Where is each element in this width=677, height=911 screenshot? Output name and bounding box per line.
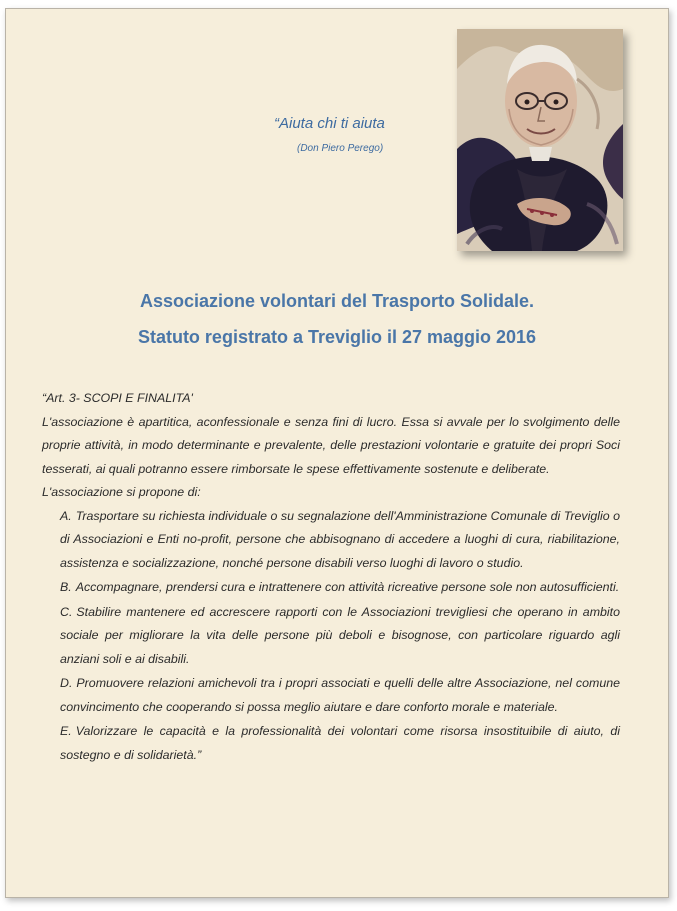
item-letter: C. (60, 604, 73, 619)
list-item (60, 672, 620, 719)
article-items-list (42, 505, 620, 768)
item-text: Promuovere relazioni amichevoli tra i propri associati e quelli delle altre Associazione, nel comune convincimento che cooperando si possa meglio aiutare e dare conforto morale e materiale. (60, 676, 620, 714)
heading-statute: Statuto registrato a Treviglio il 27 maggio 2016 (137, 327, 537, 347)
article-lead: L'associazione si propone di: (42, 485, 201, 499)
item-text: Accompagnare, prendersi cura e intrattenere con attività ricreative persone sole non autosufficienti. (75, 580, 620, 594)
portrait-image (457, 29, 623, 251)
item-text: Valorizzare le capacità e la professionalità dei volontari come risorsa insostituibile di aiuto, di sostegno e di solidarietà.” (60, 724, 620, 762)
portrait-painting-icon (457, 29, 623, 251)
item-text: Stabilire mantenere ed accrescere rapporti con le Associazioni trevigliesi che operano in ambito sociale per migliorare la vita delle persone più deboli e bisognose, con particolare riguardo agli anziani soli e ai disabili. (60, 604, 620, 666)
list-item (60, 505, 620, 576)
item-letter: B. (60, 580, 72, 594)
article-body (42, 387, 620, 768)
motto-author: (Don Piero Perego) (297, 143, 384, 154)
item-letter: D. (60, 676, 73, 690)
document-page (5, 8, 669, 898)
article-title: “Art. 3- SCOPI E FINALITA' (42, 391, 193, 405)
item-text: Trasportare su richiesta individuale o su segnalazione dell'Amministrazione Comunale di Treviglio o di Associazioni e Enti no-profit, persone che abbisognano di accedere a luoghi di cura, riabilitazione, assistenza e socializzazione, nonché persone disabili verso luoghi di lavoro o studio. (60, 508, 620, 570)
article-intro: L'associazione è apartitica, aconfessionale e senza fini di lucro. Essa si avvale per lo svolgimento delle proprie attività, in modo determinante e prevalente, delle prestazioni volontarie e gratuite dei propri Soci tesserati, ai quali potranno essere rimborsate le spese effettivamente sostenute e deliberate. (42, 414, 620, 476)
motto-quote: “Aiuta chi ti aiuta (274, 115, 385, 132)
item-letter: A. (60, 508, 72, 523)
list-item (60, 576, 620, 600)
heading-association: Associazione volontari del Trasporto Solidale. (139, 291, 535, 311)
item-letter: E. (60, 724, 72, 738)
list-item (60, 720, 620, 767)
list-item (60, 601, 620, 672)
